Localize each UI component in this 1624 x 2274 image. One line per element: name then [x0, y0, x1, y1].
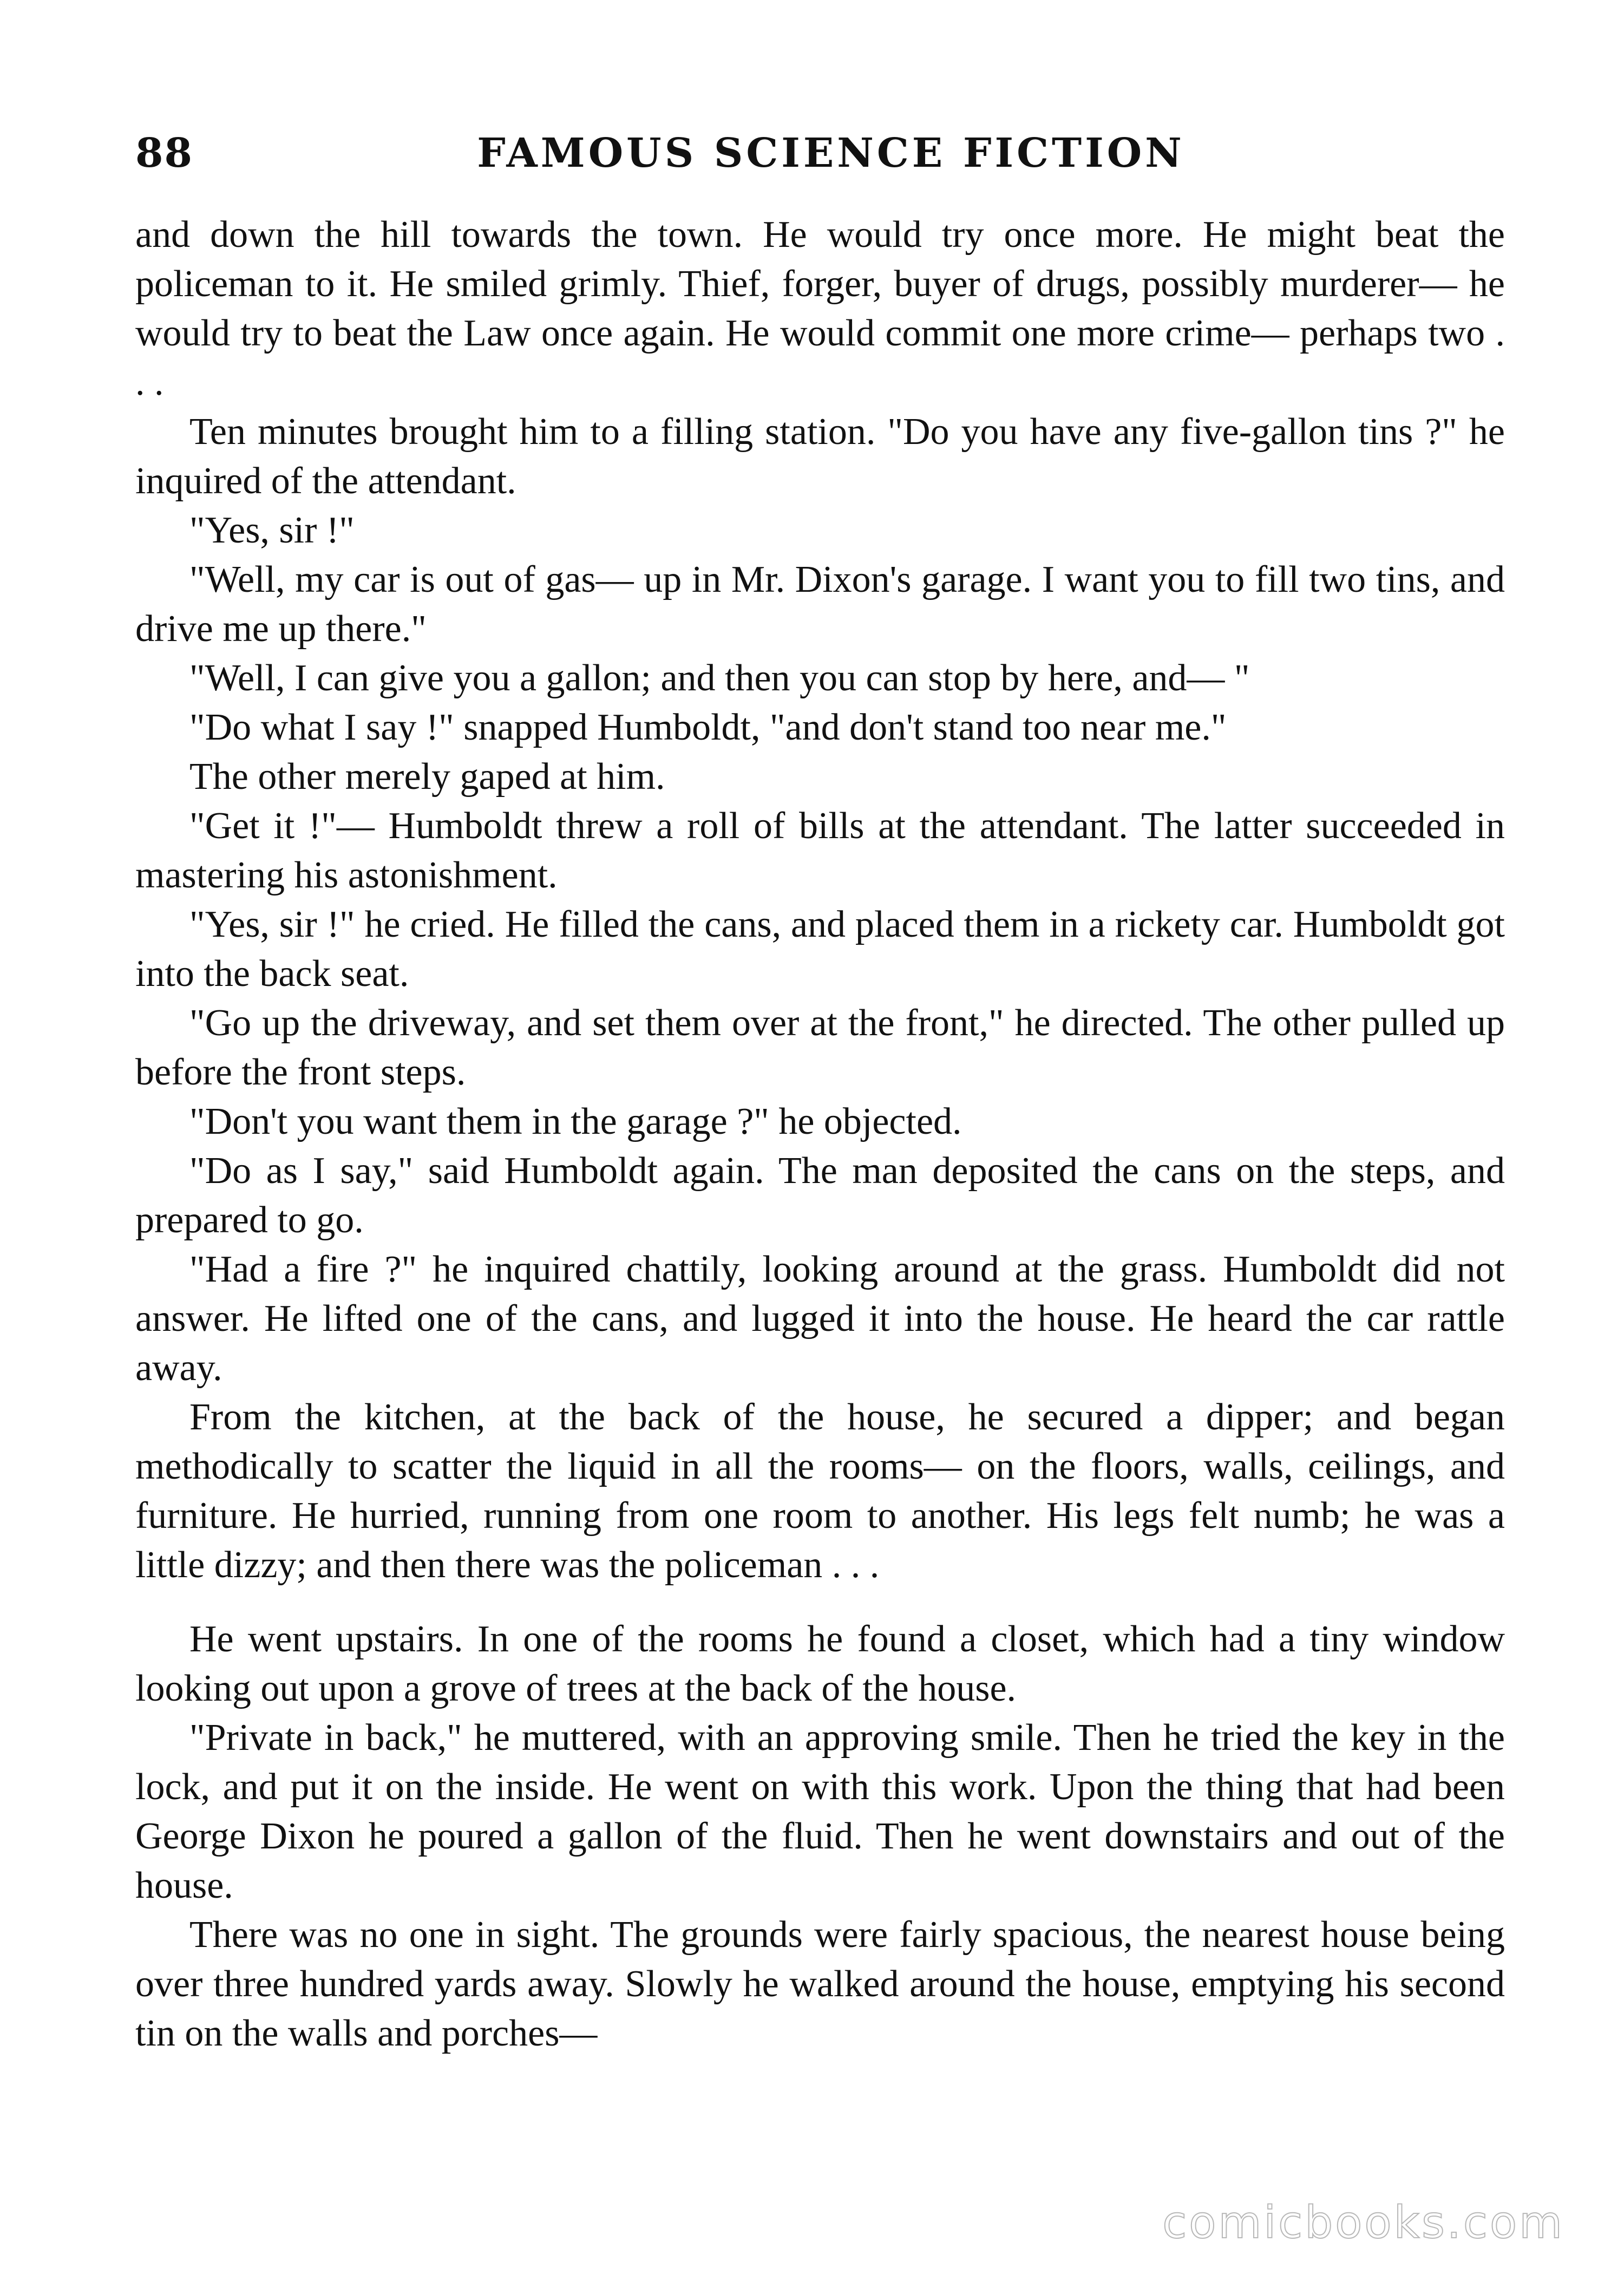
page-number: 88 — [135, 130, 193, 177]
paragraph-6: "Do what I say !" snapped Humboldt, "and don't stand too near me." — [189, 707, 1227, 748]
paragraph-11: "Don't you want them in the garage ?" he objected. — [189, 1101, 962, 1142]
paragraph-2: Ten minutes brought him to a filling station. "Do you have any five-gallon tins ?" he inquired of the attendant. — [135, 411, 1505, 502]
paragraph-17: There was no one in sight. The grounds were fairly spacious, the nearest house being over three hundred yards away. Slowly he walked around the house, emptying his second tin on the walls and porches— — [135, 1914, 1505, 2054]
paragraph-3: "Yes, sir !" — [189, 509, 355, 551]
paragraph-15: He went upstairs. In one of the rooms he found a closet, which had a tiny window looking out upon a grove of trees at the back of the house. — [135, 1618, 1505, 1709]
paragraph-13: "Had a fire ?" he inquired chattily, looking around at the grass. Humboldt did not answer. He lifted one of the cans, and lugged it into the house. He heard the car rattle away. — [135, 1249, 1505, 1389]
story-text — [135, 210, 1505, 2058]
paragraph-10: "Go up the driveway, and set them over at the front," he directed. The other pulled up before the front steps. — [135, 1002, 1505, 1093]
paragraph-16: "Private in back," he muttered, with an approving smile. Then he tried the key in the lock, and put it on the inside. He went on with this work. Upon the thing that had been George Dixon he poured a gallon of the fluid. Then he went downstairs and out of the house. — [135, 1717, 1505, 1906]
paragraph-8: "Get it !"— Humboldt threw a roll of bills at the attendant. The latter succeeded in mastering his astonishment. — [135, 805, 1505, 896]
paragraph-7: The other merely gaped at him. — [189, 756, 665, 798]
page-header — [135, 130, 1505, 184]
running-title: FAMOUS SCIENCE FICTION — [477, 130, 1185, 177]
paragraph-14: From the kitchen, at the back of the house, he secured a dipper; and began methodically to scatter the liquid in all the rooms— on the floors, walls, ceilings, and furniture. He hurried, running from one room to another. His legs felt numb; he was a little dizzy; and then there was the policeman . . . — [135, 1396, 1505, 1586]
paragraph-12: "Do as I say," said Humboldt again. The man deposited the cans on the steps, and prepared to go. — [135, 1150, 1505, 1241]
paragraph-5: "Well, I can give you a gallon; and then you can stop by here, and— " — [189, 657, 1250, 699]
watermark: comicbooks.com — [1162, 2197, 1564, 2249]
paragraph-1: and down the hill towards the town. He would try once more. He might beat the policeman to it. He smiled grimly. Thief, forger, buyer of drugs, possibly murderer— he would try to beat the Law once again. He would commit one more crime— perhaps two . . . — [135, 214, 1505, 403]
paragraph-4: "Well, my car is out of gas— up in Mr. Dixon's garage. I want you to fill two tins, and drive me up there." — [135, 559, 1505, 650]
paragraph-9: "Yes, sir !" he cried. He filled the cans, and placed them in a rickety car. Humboldt got into the back seat. — [135, 904, 1505, 995]
